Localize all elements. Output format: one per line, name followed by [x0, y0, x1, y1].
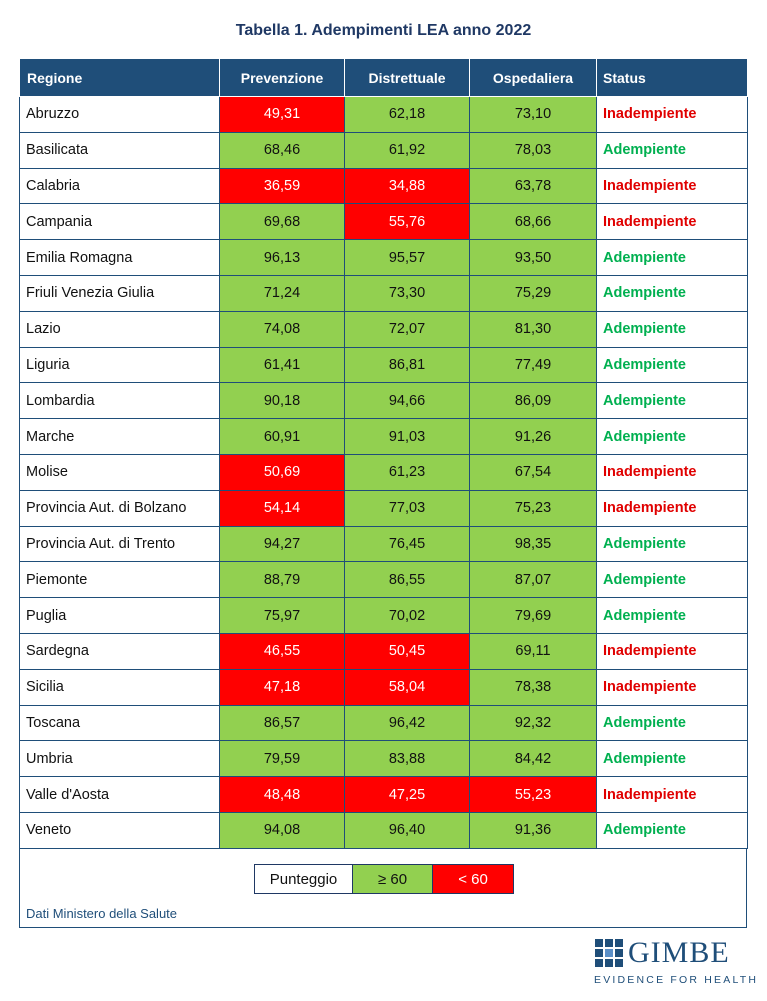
ospedaliera-score-cell: 75,29	[470, 275, 597, 311]
distrettuale-score-cell: 95,57	[345, 240, 470, 276]
table-row	[20, 669, 748, 705]
table-row	[20, 132, 748, 168]
regione-cell: Campania	[20, 204, 220, 240]
status-cell: Adempiente	[597, 132, 748, 168]
status-cell: Inadempiente	[597, 168, 748, 204]
table-header-row	[20, 59, 748, 97]
ospedaliera-score-cell: 78,38	[470, 669, 597, 705]
ospedaliera-score-cell: 87,07	[470, 562, 597, 598]
regione-cell: Puglia	[20, 598, 220, 634]
table-row	[20, 383, 748, 419]
prevenzione-score-cell: 90,18	[220, 383, 345, 419]
status-cell: Inadempiente	[597, 490, 748, 526]
ospedaliera-score-cell: 81,30	[470, 311, 597, 347]
ospedaliera-score-cell: 86,09	[470, 383, 597, 419]
status-cell: Adempiente	[597, 240, 748, 276]
regione-cell: Toscana	[20, 705, 220, 741]
prevenzione-score-cell: 74,08	[220, 311, 345, 347]
ospedaliera-score-cell: 78,03	[470, 132, 597, 168]
regione-cell: Marche	[20, 419, 220, 455]
ospedaliera-score-cell: 68,66	[470, 204, 597, 240]
status-cell: Adempiente	[597, 741, 748, 777]
distrettuale-score-cell: 50,45	[345, 633, 470, 669]
status-cell: Inadempiente	[597, 633, 748, 669]
status-cell: Adempiente	[597, 598, 748, 634]
table-row	[20, 204, 748, 240]
gimbe-logo	[594, 936, 759, 988]
prevenzione-score-cell: 47,18	[220, 669, 345, 705]
distrettuale-score-cell: 83,88	[345, 741, 470, 777]
legend-fail-swatch: < 60	[433, 865, 513, 893]
column-header-status: Status	[597, 59, 748, 97]
status-cell: Adempiente	[597, 705, 748, 741]
regione-cell: Calabria	[20, 168, 220, 204]
distrettuale-score-cell: 77,03	[345, 490, 470, 526]
ospedaliera-score-cell: 84,42	[470, 741, 597, 777]
table-row	[20, 347, 748, 383]
prevenzione-score-cell: 75,97	[220, 598, 345, 634]
prevenzione-score-cell: 96,13	[220, 240, 345, 276]
distrettuale-score-cell: 70,02	[345, 598, 470, 634]
table-title: Tabella 1. Adempimenti LEA anno 2022	[235, 22, 532, 39]
regione-cell: Piemonte	[20, 562, 220, 598]
distrettuale-score-cell: 61,92	[345, 132, 470, 168]
gimbe-logo-icon	[594, 938, 624, 968]
distrettuale-score-cell: 86,55	[345, 562, 470, 598]
regione-cell: Provincia Aut. di Trento	[20, 526, 220, 562]
legend-label: Punteggio	[255, 865, 353, 893]
status-cell: Adempiente	[597, 419, 748, 455]
ospedaliera-score-cell: 63,78	[470, 168, 597, 204]
ospedaliera-score-cell: 77,49	[470, 347, 597, 383]
status-cell: Inadempiente	[597, 777, 748, 813]
regione-cell: Veneto	[20, 812, 220, 848]
distrettuale-score-cell: 62,18	[345, 97, 470, 133]
column-header-ospedaliera: Ospedaliera	[470, 59, 597, 97]
table-row	[20, 454, 748, 490]
distrettuale-score-cell: 34,88	[345, 168, 470, 204]
regione-cell: Abruzzo	[20, 97, 220, 133]
ospedaliera-score-cell: 55,23	[470, 777, 597, 813]
regione-cell: Emilia Romagna	[20, 240, 220, 276]
prevenzione-score-cell: 94,08	[220, 812, 345, 848]
prevenzione-score-cell: 94,27	[220, 526, 345, 562]
distrettuale-score-cell: 94,66	[345, 383, 470, 419]
distrettuale-score-cell: 96,42	[345, 705, 470, 741]
ospedaliera-score-cell: 91,36	[470, 812, 597, 848]
status-cell: Inadempiente	[597, 454, 748, 490]
regione-cell: Sardegna	[20, 633, 220, 669]
table-row	[20, 777, 748, 813]
column-header-prevenzione: Prevenzione	[220, 59, 345, 97]
prevenzione-score-cell: 48,48	[220, 777, 345, 813]
status-cell: Adempiente	[597, 275, 748, 311]
prevenzione-score-cell: 49,31	[220, 97, 345, 133]
table-row	[20, 419, 748, 455]
status-cell: Adempiente	[597, 526, 748, 562]
ospedaliera-score-cell: 79,69	[470, 598, 597, 634]
ospedaliera-score-cell: 92,32	[470, 705, 597, 741]
status-cell: Adempiente	[597, 383, 748, 419]
distrettuale-score-cell: 55,76	[345, 204, 470, 240]
table-row	[20, 168, 748, 204]
status-cell: Adempiente	[597, 311, 748, 347]
status-cell: Adempiente	[597, 812, 748, 848]
prevenzione-score-cell: 79,59	[220, 741, 345, 777]
table-row	[20, 705, 748, 741]
table-row	[20, 598, 748, 634]
distrettuale-score-cell: 47,25	[345, 777, 470, 813]
regione-cell: Friuli Venezia Giulia	[20, 275, 220, 311]
regione-cell: Basilicata	[20, 132, 220, 168]
table-row	[20, 741, 748, 777]
status-cell: Inadempiente	[597, 97, 748, 133]
ospedaliera-score-cell: 93,50	[470, 240, 597, 276]
legend-pass-swatch: ≥ 60	[353, 865, 433, 893]
ospedaliera-score-cell: 73,10	[470, 97, 597, 133]
prevenzione-score-cell: 36,59	[220, 168, 345, 204]
distrettuale-score-cell: 96,40	[345, 812, 470, 848]
logo-tagline: EVIDENCE FOR HEALTH	[594, 974, 759, 986]
regione-cell: Umbria	[20, 741, 220, 777]
regione-cell: Sicilia	[20, 669, 220, 705]
prevenzione-score-cell: 88,79	[220, 562, 345, 598]
status-cell: Adempiente	[597, 562, 748, 598]
distrettuale-score-cell: 61,23	[345, 454, 470, 490]
ospedaliera-score-cell: 75,23	[470, 490, 597, 526]
table-row	[20, 311, 748, 347]
status-cell: Inadempiente	[597, 204, 748, 240]
prevenzione-score-cell: 50,69	[220, 454, 345, 490]
distrettuale-score-cell: 91,03	[345, 419, 470, 455]
prevenzione-score-cell: 71,24	[220, 275, 345, 311]
regione-cell: Lazio	[20, 311, 220, 347]
table-row	[20, 275, 748, 311]
regione-cell: Lombardia	[20, 383, 220, 419]
prevenzione-score-cell: 61,41	[220, 347, 345, 383]
status-cell: Inadempiente	[597, 669, 748, 705]
ospedaliera-score-cell: 91,26	[470, 419, 597, 455]
prevenzione-score-cell: 54,14	[220, 490, 345, 526]
distrettuale-score-cell: 73,30	[345, 275, 470, 311]
table-row	[20, 812, 748, 848]
table-body	[20, 97, 748, 849]
prevenzione-score-cell: 46,55	[220, 633, 345, 669]
prevenzione-score-cell: 60,91	[220, 419, 345, 455]
distrettuale-score-cell: 86,81	[345, 347, 470, 383]
prevenzione-score-cell: 69,68	[220, 204, 345, 240]
column-header-distrettuale: Distrettuale	[345, 59, 470, 97]
column-header-regione: Regione	[20, 59, 220, 97]
table-row	[20, 240, 748, 276]
table-row	[20, 97, 748, 133]
table-row	[20, 633, 748, 669]
table-row	[20, 562, 748, 598]
distrettuale-score-cell: 76,45	[345, 526, 470, 562]
score-legend	[254, 864, 514, 894]
ospedaliera-score-cell: 69,11	[470, 633, 597, 669]
table-row	[20, 526, 748, 562]
ospedaliera-score-cell: 98,35	[470, 526, 597, 562]
lea-table	[19, 58, 748, 849]
regione-cell: Provincia Aut. di Bolzano	[20, 490, 220, 526]
ospedaliera-score-cell: 67,54	[470, 454, 597, 490]
status-cell: Adempiente	[597, 347, 748, 383]
regione-cell: Valle d'Aosta	[20, 777, 220, 813]
distrettuale-score-cell: 58,04	[345, 669, 470, 705]
distrettuale-score-cell: 72,07	[345, 311, 470, 347]
regione-cell: Molise	[20, 454, 220, 490]
regione-cell: Liguria	[20, 347, 220, 383]
logo-name: GIMBE	[628, 936, 730, 969]
source-note: Dati Ministero della Salute	[26, 906, 178, 921]
prevenzione-score-cell: 68,46	[220, 132, 345, 168]
table-row	[20, 490, 748, 526]
prevenzione-score-cell: 86,57	[220, 705, 345, 741]
